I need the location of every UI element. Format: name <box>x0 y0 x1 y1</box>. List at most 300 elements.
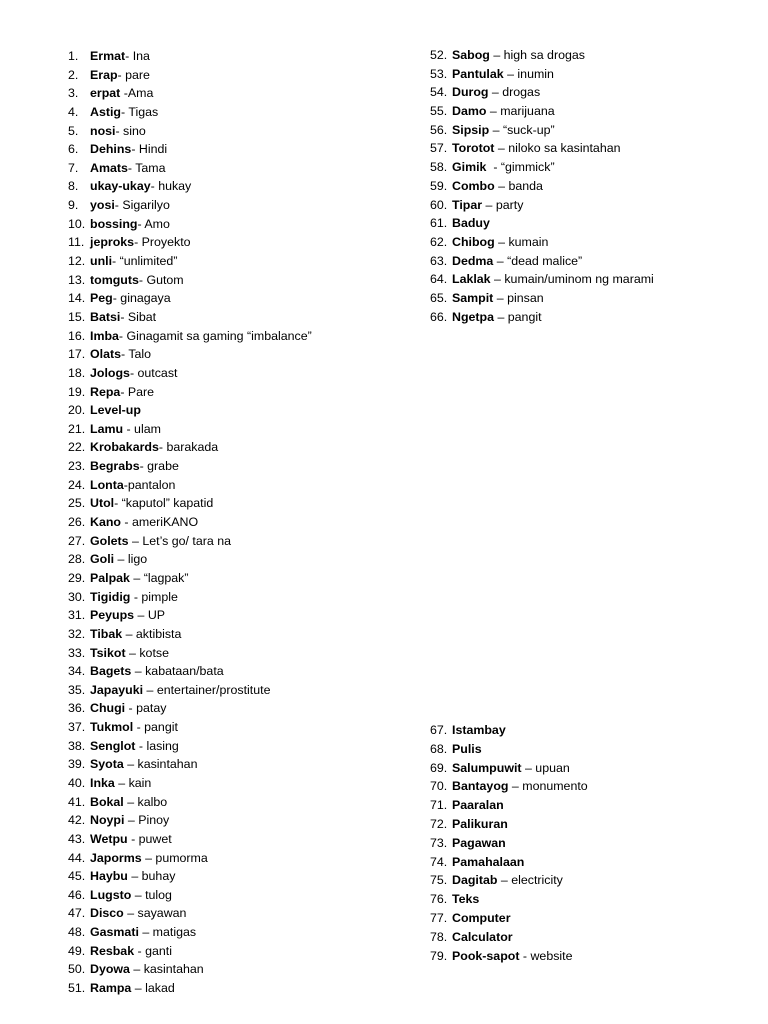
item-number: 22. <box>68 440 86 455</box>
slang-term: Batsi <box>90 309 121 324</box>
item-number: 9. <box>68 198 79 213</box>
item-number: 12. <box>68 254 86 269</box>
list-item <box>68 550 312 569</box>
slang-term: Rampa <box>90 981 132 996</box>
list-item <box>430 834 588 853</box>
slang-term: Dedma <box>452 253 494 268</box>
slang-term: Durog <box>452 85 489 100</box>
item-number: 56. <box>430 122 448 137</box>
list-item <box>68 122 312 141</box>
slang-term: Gimik <box>452 160 487 175</box>
list-item <box>430 890 588 909</box>
slang-term: Laklak <box>452 272 491 287</box>
list-item <box>430 796 588 815</box>
slang-term: Chugi <box>90 701 126 716</box>
slang-meaning: - pimple <box>130 589 178 604</box>
list-item <box>430 214 654 233</box>
slang-term: Inka <box>90 775 115 790</box>
slang-term: Imba <box>90 328 119 343</box>
slang-meaning: – electricity <box>497 873 563 888</box>
slang-meaning: – aktibista <box>122 626 182 641</box>
list-item <box>68 867 312 886</box>
slang-term: Ngetpa <box>452 309 494 324</box>
item-number: 45. <box>68 869 86 884</box>
list-item <box>68 588 312 607</box>
slang-meaning: - Amo <box>137 216 170 231</box>
slang-term: Lugsto <box>90 887 132 902</box>
item-number: 57. <box>430 141 448 156</box>
item-number: 60. <box>430 197 448 212</box>
list-item <box>430 909 588 928</box>
slang-meaning: – pumorma <box>141 850 208 865</box>
list-item <box>68 644 312 663</box>
item-number: 66. <box>430 309 448 324</box>
slang-meaning: - Ginagamit sa gaming “imbalance” <box>118 328 312 343</box>
slang-term: Amats <box>90 160 128 175</box>
item-number: 76. <box>430 892 448 907</box>
slang-meaning: - patay <box>125 701 167 716</box>
slang-meaning: – tulog <box>131 887 172 902</box>
slang-meaning: - Tigas <box>120 104 159 119</box>
item-number: 30. <box>68 589 86 604</box>
slang-term: Baduy <box>452 216 490 231</box>
list-item <box>430 947 588 966</box>
list-item <box>430 65 654 84</box>
item-number: 31. <box>68 608 86 623</box>
slang-term: tomguts <box>90 272 139 287</box>
item-number: 14. <box>68 291 86 306</box>
list-item <box>430 46 654 65</box>
item-number: 35. <box>68 682 86 697</box>
item-number: 54. <box>430 85 448 100</box>
slang-meaning: - pare <box>117 67 150 82</box>
item-number: 13. <box>68 272 86 287</box>
slang-term: Peyups <box>90 608 135 623</box>
list-item <box>68 159 312 178</box>
item-number: 17. <box>68 347 86 362</box>
slang-term: Astig <box>90 104 121 119</box>
slang-term: Combo <box>452 178 495 193</box>
list-item <box>68 681 312 700</box>
item-number: 58. <box>430 160 448 175</box>
slang-term: Sipsip <box>452 122 490 137</box>
item-number: 71. <box>430 798 448 813</box>
slang-meaning: – niloko sa kasintahan <box>494 141 621 156</box>
item-number: 48. <box>68 925 86 940</box>
list-item <box>68 476 312 495</box>
item-number: 25. <box>68 496 86 511</box>
list-item <box>68 886 312 905</box>
list-item <box>430 777 588 796</box>
slang-meaning: - ginagaya <box>112 291 171 306</box>
list-item <box>68 532 312 551</box>
list-item <box>68 364 312 383</box>
slang-meaning: – lakad <box>131 981 175 996</box>
slang-meaning: – matigas <box>138 925 197 940</box>
slang-term: Gasmati <box>90 925 139 940</box>
item-number: 77. <box>430 910 448 925</box>
item-number: 47. <box>68 906 86 921</box>
slang-meaning: – entertainer/prostitute <box>143 682 271 697</box>
slang-meaning: - Talo <box>121 347 152 362</box>
list-item <box>68 457 312 476</box>
list-item <box>430 233 654 252</box>
item-number: 4. <box>68 104 79 119</box>
item-number: 73. <box>430 835 448 850</box>
item-number: 40. <box>68 775 86 790</box>
slang-term: Pulis <box>452 741 482 756</box>
list-item <box>430 759 588 778</box>
slang-meaning: – Let’s go/ tara na <box>128 533 231 548</box>
list-item <box>68 196 312 215</box>
slang-meaning: – kumain <box>494 234 549 249</box>
slang-meaning: – pangit <box>494 309 542 324</box>
slang-meaning: -pantalon <box>123 477 176 492</box>
slang-meaning: – ligo <box>114 552 148 567</box>
slang-term: Dagitab <box>452 873 498 888</box>
slang-meaning: - sino <box>115 123 146 138</box>
slang-term: Palikuran <box>452 816 508 831</box>
slang-term: Krobakards <box>90 440 159 455</box>
item-number: 20. <box>68 403 86 418</box>
item-number: 49. <box>68 943 86 958</box>
slang-term: Level-up <box>90 403 141 418</box>
slang-meaning: - Tama <box>127 160 166 175</box>
item-number: 68. <box>430 741 448 756</box>
slang-term: Calculator <box>452 929 513 944</box>
slang-meaning: -Ama <box>120 86 154 101</box>
slang-term: unli <box>90 254 113 269</box>
slang-term: Japorms <box>90 850 142 865</box>
list-item <box>430 853 588 872</box>
slang-term: nosi <box>90 123 116 138</box>
item-number: 67. <box>430 723 448 737</box>
slang-term: Torotot <box>452 141 495 156</box>
slang-term: Pamahalaan <box>452 854 525 869</box>
slang-meaning: – kabataan/bata <box>131 664 224 679</box>
slang-meaning: - puwet <box>127 831 172 846</box>
slang-list-right-column-top <box>430 46 654 326</box>
slang-list-right-column-bottom <box>430 721 588 965</box>
slang-term: Sabog <box>452 48 490 62</box>
list-item <box>68 327 312 346</box>
item-number: 50. <box>68 962 86 977</box>
slang-meaning: – monumento <box>508 779 588 794</box>
list-item <box>430 177 654 196</box>
list-item <box>430 928 588 947</box>
item-number: 70. <box>430 779 448 794</box>
slang-term: Damo <box>452 104 487 119</box>
list-item <box>68 66 312 85</box>
slang-meaning: – kotse <box>125 645 169 660</box>
slang-term: Computer <box>452 910 511 925</box>
list-item <box>68 737 312 756</box>
slang-meaning: – UP <box>134 608 166 623</box>
item-number: 72. <box>430 816 448 831</box>
slang-term: Japayuki <box>90 682 144 697</box>
item-number: 33. <box>68 645 86 660</box>
slang-term: Senglot <box>90 738 136 753</box>
slang-term: Pantulak <box>452 66 504 81</box>
slang-meaning: - Gutom <box>138 272 184 287</box>
item-number: 15. <box>68 309 86 324</box>
list-item <box>68 438 312 457</box>
item-number: 5. <box>68 123 79 138</box>
list-item <box>68 383 312 402</box>
slang-meaning: – party <box>482 197 524 212</box>
list-item <box>68 494 312 513</box>
list-item <box>430 139 654 158</box>
list-item <box>68 625 312 644</box>
list-item <box>68 177 312 196</box>
slang-meaning: - Sigarilyo <box>114 198 170 213</box>
list-item <box>68 140 312 159</box>
slang-term: Tsikot <box>90 645 126 660</box>
slang-term: Disco <box>90 906 124 921</box>
slang-term: Tigidig <box>90 589 131 604</box>
list-item <box>68 308 312 327</box>
item-number: 29. <box>68 570 86 585</box>
item-number: 1. <box>68 49 79 63</box>
list-item <box>68 606 312 625</box>
item-number: 62. <box>430 234 448 249</box>
slang-term: ukay-ukay <box>90 179 151 194</box>
item-number: 27. <box>68 533 86 548</box>
slang-meaning: - “unlimited” <box>112 254 178 269</box>
list-item <box>68 793 312 812</box>
slang-meaning: – “dead malice” <box>493 253 583 268</box>
list-item <box>68 345 312 364</box>
slang-meaning: - grabe <box>139 459 179 474</box>
list-item <box>68 923 312 942</box>
item-number: 78. <box>430 929 448 944</box>
item-number: 61. <box>430 216 448 231</box>
list-item <box>430 289 654 308</box>
item-number: 46. <box>68 887 86 902</box>
item-number: 43. <box>68 831 86 846</box>
slang-term: Bagets <box>90 664 132 679</box>
slang-term: Pook-sapot <box>452 948 520 963</box>
item-number: 36. <box>68 701 86 716</box>
item-number: 7. <box>68 160 79 175</box>
item-number: 74. <box>430 854 448 869</box>
slang-meaning: - ganti <box>134 943 172 958</box>
slang-term: Golets <box>90 533 129 548</box>
item-number: 21. <box>68 421 86 436</box>
slang-term: Palpak <box>90 570 130 585</box>
item-number: 65. <box>430 290 448 305</box>
list-item <box>68 904 312 923</box>
slang-meaning: - ulam <box>123 421 161 436</box>
slang-term: Repa <box>90 384 121 399</box>
item-number: 3. <box>68 86 79 101</box>
list-item <box>68 849 312 868</box>
slang-term: Noypi <box>90 813 125 828</box>
slang-term: yosi <box>90 198 115 213</box>
slang-term: Pagawan <box>452 835 506 850</box>
item-number: 63. <box>430 253 448 268</box>
list-item <box>68 513 312 532</box>
list-item <box>68 811 312 830</box>
slang-meaning: – “lagpak” <box>129 570 189 585</box>
slang-meaning: – sayawan <box>123 906 187 921</box>
slang-term: Lamu <box>90 421 124 436</box>
slang-term: Syota <box>90 757 124 772</box>
list-item <box>68 755 312 774</box>
item-number: 39. <box>68 757 86 772</box>
slang-meaning: – upuan <box>521 760 570 775</box>
slang-term: Tukmol <box>90 720 134 735</box>
slang-term: Wetpu <box>90 831 128 846</box>
item-number: 32. <box>68 626 86 641</box>
list-item <box>68 47 312 66</box>
list-item <box>68 718 312 737</box>
item-number: 42. <box>68 813 86 828</box>
item-number: 55. <box>430 104 448 119</box>
slang-term: Ermat <box>90 49 126 63</box>
slang-term: Lonta <box>90 477 124 492</box>
slang-meaning: - outcast <box>129 365 178 380</box>
list-item <box>68 103 312 122</box>
list-item <box>68 662 312 681</box>
slang-meaning: – banda <box>494 178 543 193</box>
slang-meaning: – drogas <box>488 85 541 100</box>
list-item <box>68 215 312 234</box>
slang-meaning: – buhay <box>127 869 176 884</box>
slang-meaning: - “kaputol” kapatid <box>114 496 214 511</box>
slang-term: Paaralan <box>452 798 504 813</box>
list-item <box>68 960 312 979</box>
list-item <box>430 83 654 102</box>
item-number: 28. <box>68 552 86 567</box>
list-item <box>68 233 312 252</box>
item-number: 11. <box>68 235 85 250</box>
slang-meaning: – inumin <box>503 66 554 81</box>
slang-term: Dyowa <box>90 962 130 977</box>
list-item <box>430 196 654 215</box>
slang-meaning: - ameriKANO <box>120 515 199 530</box>
item-number: 38. <box>68 738 86 753</box>
slang-term: Sampit <box>452 290 494 305</box>
slang-meaning: - Proyekto <box>134 235 191 250</box>
item-number: 10. <box>68 216 86 231</box>
slang-term: Dehins <box>90 142 132 157</box>
list-item <box>68 979 312 998</box>
slang-meaning: – “suck-up” <box>489 122 555 137</box>
item-number: 41. <box>68 794 86 809</box>
list-item <box>68 401 312 420</box>
slang-meaning: – kasintahan <box>129 962 204 977</box>
slang-meaning: - website <box>519 948 573 963</box>
item-number: 8. <box>68 179 79 194</box>
slang-term: Utol <box>90 496 115 511</box>
item-number: 16. <box>68 328 86 343</box>
list-item <box>430 308 654 327</box>
slang-term: Bokal <box>90 794 124 809</box>
slang-term: Jologs <box>90 365 130 380</box>
slang-meaning: - hukay <box>150 179 192 194</box>
slang-meaning: - barakada <box>158 440 219 455</box>
list-item <box>68 289 312 308</box>
slang-meaning: – kalbo <box>123 794 168 809</box>
item-number: 23. <box>68 459 86 474</box>
slang-meaning: – marijuana <box>486 104 555 119</box>
item-number: 26. <box>68 515 86 530</box>
slang-term: Salumpuwit <box>452 760 522 775</box>
slang-list-left-column <box>68 47 312 998</box>
slang-meaning: – pinsan <box>493 290 544 305</box>
slang-term: Bantayog <box>452 779 509 794</box>
slang-meaning: - Hindi <box>131 142 168 157</box>
slang-term: bossing <box>90 216 138 231</box>
list-item <box>430 270 654 289</box>
item-number: 44. <box>68 850 86 865</box>
slang-term: Istambay <box>452 723 506 737</box>
list-item <box>68 942 312 961</box>
list-item <box>430 740 588 759</box>
slang-term: Olats <box>90 347 121 362</box>
slang-term: Peg <box>90 291 113 306</box>
item-number: 18. <box>68 365 86 380</box>
item-number: 19. <box>68 384 86 399</box>
slang-meaning: – Pinoy <box>124 813 170 828</box>
item-number: 52. <box>430 48 448 62</box>
slang-meaning: - Sibat <box>120 309 157 324</box>
list-item <box>430 121 654 140</box>
list-item <box>68 252 312 271</box>
list-item <box>68 569 312 588</box>
list-item <box>68 420 312 439</box>
slang-term: Chibog <box>452 234 495 249</box>
list-item <box>430 252 654 271</box>
item-number: 64. <box>430 272 448 287</box>
item-number: 6. <box>68 142 79 157</box>
list-item <box>430 721 588 740</box>
slang-term: Goli <box>90 552 115 567</box>
item-number: 53. <box>430 66 448 81</box>
item-number: 37. <box>68 720 86 735</box>
slang-term: Resbak <box>90 943 135 958</box>
slang-meaning: – high sa drogas <box>489 48 585 62</box>
slang-meaning: - lasing <box>135 738 179 753</box>
slang-meaning: - Ina <box>125 49 150 63</box>
slang-term: erpat <box>90 86 121 101</box>
slang-term: Kano <box>90 515 121 530</box>
slang-meaning: – kasintahan <box>123 757 198 772</box>
item-number: 51. <box>68 981 86 996</box>
slang-meaning: - pangit <box>133 720 178 735</box>
list-item <box>430 102 654 121</box>
slang-term: Haybu <box>90 869 128 884</box>
slang-meaning: - “gimmick” <box>486 160 555 175</box>
list-item <box>68 84 312 103</box>
list-item <box>68 774 312 793</box>
list-item <box>68 271 312 290</box>
list-item <box>430 871 588 890</box>
list-item <box>430 815 588 834</box>
item-number: 79. <box>430 948 448 963</box>
item-number: 34. <box>68 664 86 679</box>
slang-term: Tibak <box>90 626 123 641</box>
item-number: 75. <box>430 873 448 888</box>
item-number: 24. <box>68 477 86 492</box>
slang-meaning: – kain <box>114 775 152 790</box>
slang-term: Begrabs <box>90 459 140 474</box>
list-item <box>68 830 312 849</box>
slang-meaning: – kumain/uminom ng marami <box>490 272 654 287</box>
slang-term: Teks <box>452 892 480 907</box>
item-number: 69. <box>430 760 448 775</box>
